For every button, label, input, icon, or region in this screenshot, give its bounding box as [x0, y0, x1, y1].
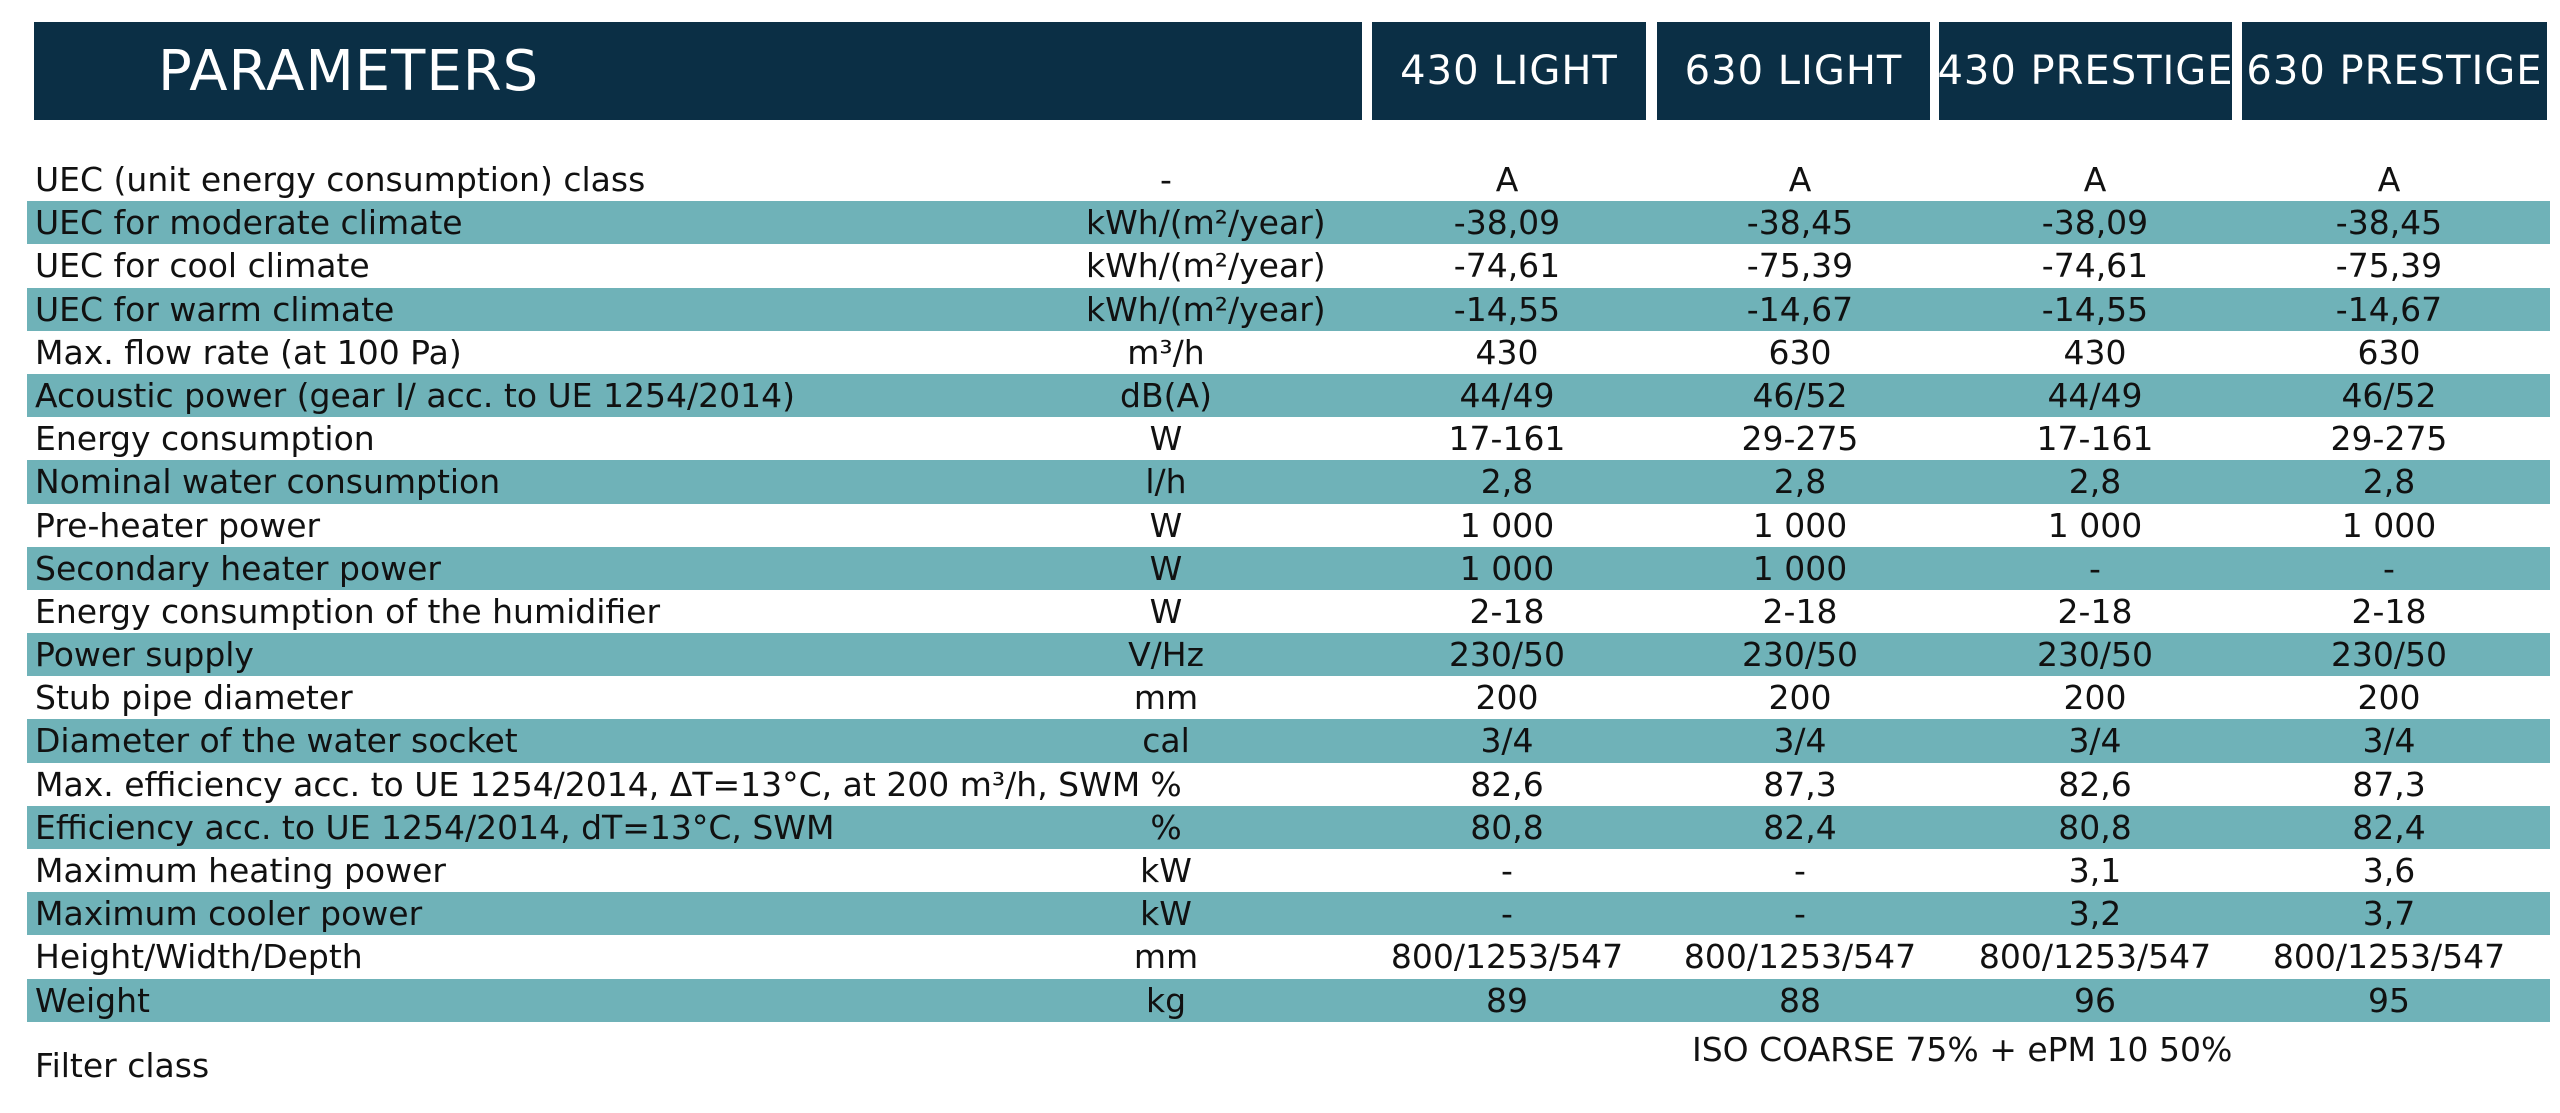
- parameter-value: 630: [2357, 332, 2421, 372]
- parameter-unit: kg: [1145, 980, 1187, 1020]
- parameter-unit: m³/h: [1127, 332, 1205, 372]
- parameter-value: -: [2089, 548, 2101, 588]
- parameter-value: -74,61: [1453, 246, 1561, 286]
- table-row: [27, 719, 2550, 762]
- parameter-value: 2-18: [2057, 591, 2133, 631]
- parameter-value: -38,45: [1746, 203, 1854, 243]
- parameter-name: Height/Width/Depth: [35, 937, 363, 977]
- model-header-430-prestige: 430 PRESTIGE: [1939, 22, 2232, 120]
- parameter-value: 87,3: [2352, 764, 2426, 804]
- parameter-unit: W: [1149, 591, 1183, 631]
- parameter-value: -38,09: [2041, 203, 2149, 243]
- table-row: [27, 460, 2550, 503]
- parameter-name: Max. efficiency acc. to UE 1254/2014, ΔT=13°C, at 200 m³/h, SWM: [35, 764, 1141, 804]
- parameter-value: 1 000: [2047, 505, 2143, 545]
- parameter-value: -75,39: [2335, 246, 2443, 286]
- parameter-name: Maximum heating power: [35, 851, 446, 890]
- parameter-value: A: [1788, 160, 1812, 199]
- table-row: [27, 417, 2550, 460]
- table-row: [27, 158, 2550, 201]
- parameter-unit: %: [1150, 764, 1182, 804]
- parameter-unit: V/Hz: [1128, 635, 1204, 675]
- parameter-value: 230/50: [1741, 635, 1859, 675]
- parameter-value: -75,39: [1746, 246, 1854, 286]
- parameter-name: Secondary heater power: [35, 548, 441, 588]
- parameter-value: -: [1794, 894, 1806, 934]
- parameter-value: 2-18: [1762, 591, 1838, 631]
- parameter-value: 17-161: [2036, 419, 2154, 459]
- parameter-unit: kWh/(m²/year): [1086, 289, 1326, 329]
- parameter-name: Nominal water consumption: [35, 462, 501, 502]
- parameter-name: Maximum cooler power: [35, 894, 423, 934]
- table-row: [27, 935, 2550, 978]
- model-header-430-light: 430 LIGHT: [1372, 22, 1646, 120]
- parameter-value: 3,1: [2068, 851, 2122, 890]
- table-row: [27, 676, 2550, 719]
- parameter-value: 230/50: [1448, 635, 1566, 675]
- parameter-value: 2,8: [1773, 462, 1827, 502]
- parameter-name: Energy consumption of the humidifier: [35, 591, 661, 631]
- parameter-name: Power supply: [35, 635, 254, 675]
- filter-class-label: Filter class: [35, 1046, 210, 1085]
- parameter-value: 82,4: [1763, 807, 1837, 847]
- parameter-value: -: [1501, 894, 1513, 934]
- parameters-title: PARAMETERS: [158, 38, 540, 104]
- parameter-value: -: [2383, 548, 2395, 588]
- parameter-unit: W: [1149, 505, 1183, 545]
- parameter-value: 96: [2074, 980, 2116, 1020]
- parameter-value: A: [2083, 160, 2107, 199]
- parameter-name: Max. flow rate (at 100 Pa): [35, 332, 462, 372]
- parameter-value: -14,55: [2041, 289, 2149, 329]
- table-row: [27, 763, 2550, 806]
- table-row: [27, 288, 2550, 331]
- parameter-value: 1 000: [1459, 505, 1555, 545]
- parameter-unit: -: [1160, 160, 1172, 199]
- parameter-value: 2,8: [1480, 462, 1534, 502]
- parameter-unit: dB(A): [1120, 375, 1212, 415]
- parameter-value: 2-18: [1469, 591, 1545, 631]
- parameters-table: [27, 158, 2550, 1022]
- table-row: [27, 374, 2550, 417]
- parameter-value: 3/4: [1773, 721, 1827, 761]
- table-row: [27, 504, 2550, 547]
- parameter-value: 1 000: [1459, 548, 1555, 588]
- table-row: [27, 806, 2550, 849]
- parameter-value: 200: [1768, 678, 1832, 718]
- parameter-name: UEC for cool climate: [35, 246, 370, 286]
- parameter-value: 800/1253/547: [1683, 937, 1917, 977]
- parameter-unit: kW: [1140, 894, 1192, 934]
- parameter-value: 1 000: [2341, 505, 2437, 545]
- parameter-value: 3,2: [2068, 894, 2122, 934]
- parameter-value: 80,8: [2058, 807, 2132, 847]
- parameter-value: 88: [1779, 980, 1821, 1020]
- parameter-value: 82,6: [2058, 764, 2132, 804]
- parameter-name: Diameter of the water socket: [35, 721, 518, 761]
- parameter-value: 29-275: [2330, 419, 2448, 459]
- parameters-header: [34, 22, 1362, 120]
- table-row: [27, 892, 2550, 935]
- table-row: [27, 590, 2550, 633]
- parameter-value: 3/4: [2362, 721, 2416, 761]
- parameter-value: 2,8: [2068, 462, 2122, 502]
- parameter-value: -: [1501, 851, 1513, 890]
- table-row: [27, 331, 2550, 374]
- parameter-value: 3,6: [2362, 851, 2416, 890]
- parameter-value: 17-161: [1448, 419, 1566, 459]
- parameter-unit: kWh/(m²/year): [1086, 203, 1326, 243]
- parameter-value: -74,61: [2041, 246, 2149, 286]
- parameter-name: Pre-heater power: [35, 505, 321, 545]
- parameter-value: 44/49: [2047, 375, 2143, 415]
- parameter-value: -14,55: [1453, 289, 1561, 329]
- parameter-value: 89: [1486, 980, 1528, 1020]
- parameter-value: 2-18: [2351, 591, 2427, 631]
- table-row: [27, 201, 2550, 244]
- parameter-value: 3,7: [2362, 894, 2416, 934]
- parameter-value: 44/49: [1459, 375, 1555, 415]
- parameter-value: 1 000: [1752, 505, 1848, 545]
- parameter-value: 800/1253/547: [1390, 937, 1624, 977]
- parameter-value: 2,8: [2362, 462, 2416, 502]
- parameter-unit: cal: [1142, 721, 1190, 761]
- parameter-value: 1 000: [1752, 548, 1848, 588]
- parameter-value: 200: [2357, 678, 2421, 718]
- parameter-value: A: [2377, 160, 2401, 199]
- parameter-value: 87,3: [1763, 764, 1837, 804]
- parameter-unit: kW: [1140, 851, 1192, 890]
- parameter-value: 800/1253/547: [1978, 937, 2212, 977]
- parameter-value: 95: [2368, 980, 2410, 1020]
- parameter-value: -38,09: [1453, 203, 1561, 243]
- parameter-value: A: [1495, 160, 1519, 199]
- parameter-value: -38,45: [2335, 203, 2443, 243]
- model-header-630-prestige: 630 PRESTIGE: [2242, 22, 2547, 120]
- parameter-value: 630: [1768, 332, 1832, 372]
- parameter-value: 230/50: [2330, 635, 2448, 675]
- parameter-name: Energy consumption: [35, 419, 375, 459]
- parameter-unit: mm: [1133, 937, 1199, 977]
- parameter-value: -: [1794, 851, 1806, 890]
- parameter-name: Stub pipe diameter: [35, 678, 353, 718]
- parameter-value: 200: [1475, 678, 1539, 718]
- table-row: [27, 547, 2550, 590]
- filter-class-value: ISO COARSE 75% + ePM 10 50%: [1692, 1030, 2233, 1069]
- parameter-value: 82,4: [2352, 807, 2426, 847]
- parameter-value: 200: [2063, 678, 2127, 718]
- parameter-unit: l/h: [1145, 462, 1187, 502]
- table-row: [27, 633, 2550, 676]
- parameter-value: -14,67: [1746, 289, 1854, 329]
- parameter-unit: kWh/(m²/year): [1086, 246, 1326, 286]
- parameter-name: Efficiency acc. to UE 1254/2014, dT=13°C, SWM: [35, 807, 835, 847]
- model-header-630-light: 630 LIGHT: [1657, 22, 1930, 120]
- parameter-unit: %: [1150, 807, 1182, 847]
- parameter-value: 430: [1475, 332, 1539, 372]
- parameter-value: 46/52: [2341, 375, 2437, 415]
- table-row: [27, 244, 2550, 287]
- parameter-value: -14,67: [2335, 289, 2443, 329]
- parameter-value: 46/52: [1752, 375, 1848, 415]
- parameter-value: 430: [2063, 332, 2127, 372]
- parameter-value: 29-275: [1741, 419, 1859, 459]
- parameter-name: UEC (unit energy consumption) class: [35, 160, 646, 199]
- parameter-name: Weight: [35, 980, 150, 1020]
- parameter-value: 230/50: [2036, 635, 2154, 675]
- parameter-value: 3/4: [2068, 721, 2122, 761]
- parameter-name: UEC for moderate climate: [35, 203, 463, 243]
- parameter-value: 80,8: [1470, 807, 1544, 847]
- parameter-value: 82,6: [1470, 764, 1544, 804]
- parameter-unit: W: [1149, 548, 1183, 588]
- parameter-name: Acoustic power (gear I/ acc. to UE 1254/2014): [35, 375, 795, 415]
- parameter-unit: mm: [1133, 678, 1199, 718]
- parameter-name: UEC for warm climate: [35, 289, 395, 329]
- parameter-value: 3/4: [1480, 721, 1534, 761]
- table-row: [27, 849, 2550, 892]
- parameter-unit: W: [1149, 419, 1183, 459]
- parameter-value: 800/1253/547: [2272, 937, 2506, 977]
- table-row: [27, 979, 2550, 1022]
